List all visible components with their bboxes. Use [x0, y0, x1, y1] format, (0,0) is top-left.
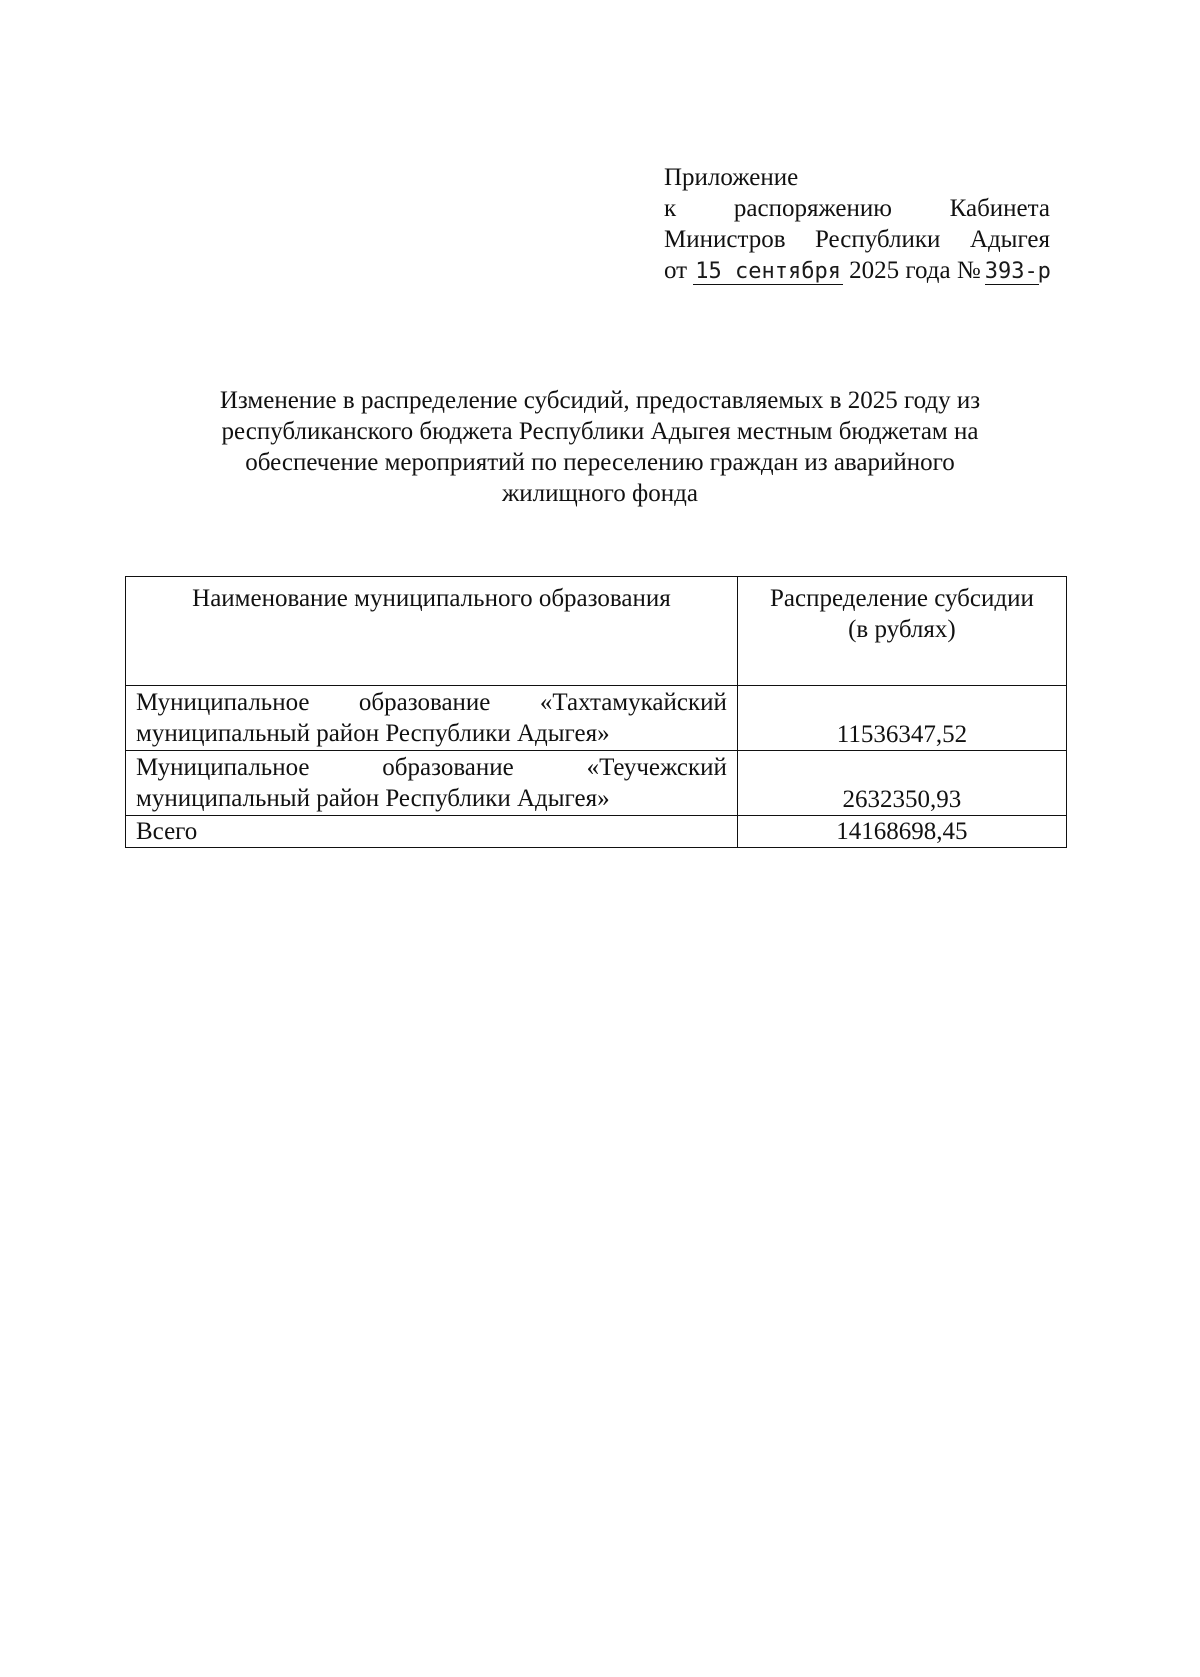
appendix-line-2: [664, 193, 1050, 224]
date-prefix: от: [664, 257, 688, 284]
table-total-row: [126, 816, 1067, 848]
title-line: Изменение в распределение субсидий, предоставляемых в 2025 году из: [219, 387, 981, 414]
header-amount-line: Распределение субсидии: [770, 585, 1034, 612]
municipality-name-cell: [126, 686, 738, 751]
order-date: 15 сентября: [693, 260, 843, 285]
appendix-word: к: [664, 195, 677, 222]
title-line: обеспечение мероприятий по переселению граждан из аварийного: [245, 449, 955, 476]
name-word: Муниципальное: [136, 689, 310, 716]
appendix-word: Адыгея: [969, 226, 1050, 253]
appendix-word: распоряжению: [733, 195, 892, 222]
appendix-title: Приложение: [664, 164, 799, 191]
document-title: [150, 385, 1050, 509]
appendix-word: Республики: [814, 226, 941, 253]
name-word: образование: [358, 689, 491, 716]
header-name-cell: Наименование муниципального образования: [126, 577, 738, 686]
municipality-name-line-1: [136, 752, 727, 783]
title-line: жилищного фонда: [502, 480, 698, 507]
total-amount-cell: 14168698,45: [737, 816, 1066, 848]
table-header-row: [126, 577, 1067, 686]
order-number: 393-р: [984, 259, 1051, 284]
name-word: образование: [382, 754, 514, 781]
table-row: [126, 686, 1067, 751]
municipality-name-line-2: муниципальный район Республики Адыгея»: [136, 785, 610, 812]
header-amount-cell: [737, 577, 1066, 686]
appendix-word: Министров: [664, 226, 786, 253]
subsidy-amount-cell: 2632350,93: [737, 751, 1066, 816]
name-word: «Тахтамукайский: [539, 689, 727, 716]
header-amount-unit: (в рублях): [848, 616, 956, 643]
appendix-header: [664, 162, 1050, 286]
subsidy-amount-cell: 11536347,52: [737, 686, 1066, 751]
municipality-name-cell: [126, 751, 738, 816]
title-line: республиканского бюджета Республики Адыгея местным бюджетам на: [221, 418, 979, 445]
subsidy-table: [125, 576, 1067, 848]
name-word: Муниципальное: [136, 754, 310, 781]
appendix-word: Кабинета: [949, 195, 1050, 222]
appendix-line-3: [664, 224, 1050, 255]
name-word: «Теучежский: [586, 754, 727, 781]
appendix-date-line: [664, 255, 1050, 286]
table-row: [126, 751, 1067, 816]
municipality-name-line-2: муниципальный район Республики Адыгея»: [136, 720, 610, 747]
year-text: 2025 года №: [849, 257, 981, 284]
municipality-name-line-1: [136, 687, 727, 718]
total-label-cell: Всего: [126, 816, 738, 848]
